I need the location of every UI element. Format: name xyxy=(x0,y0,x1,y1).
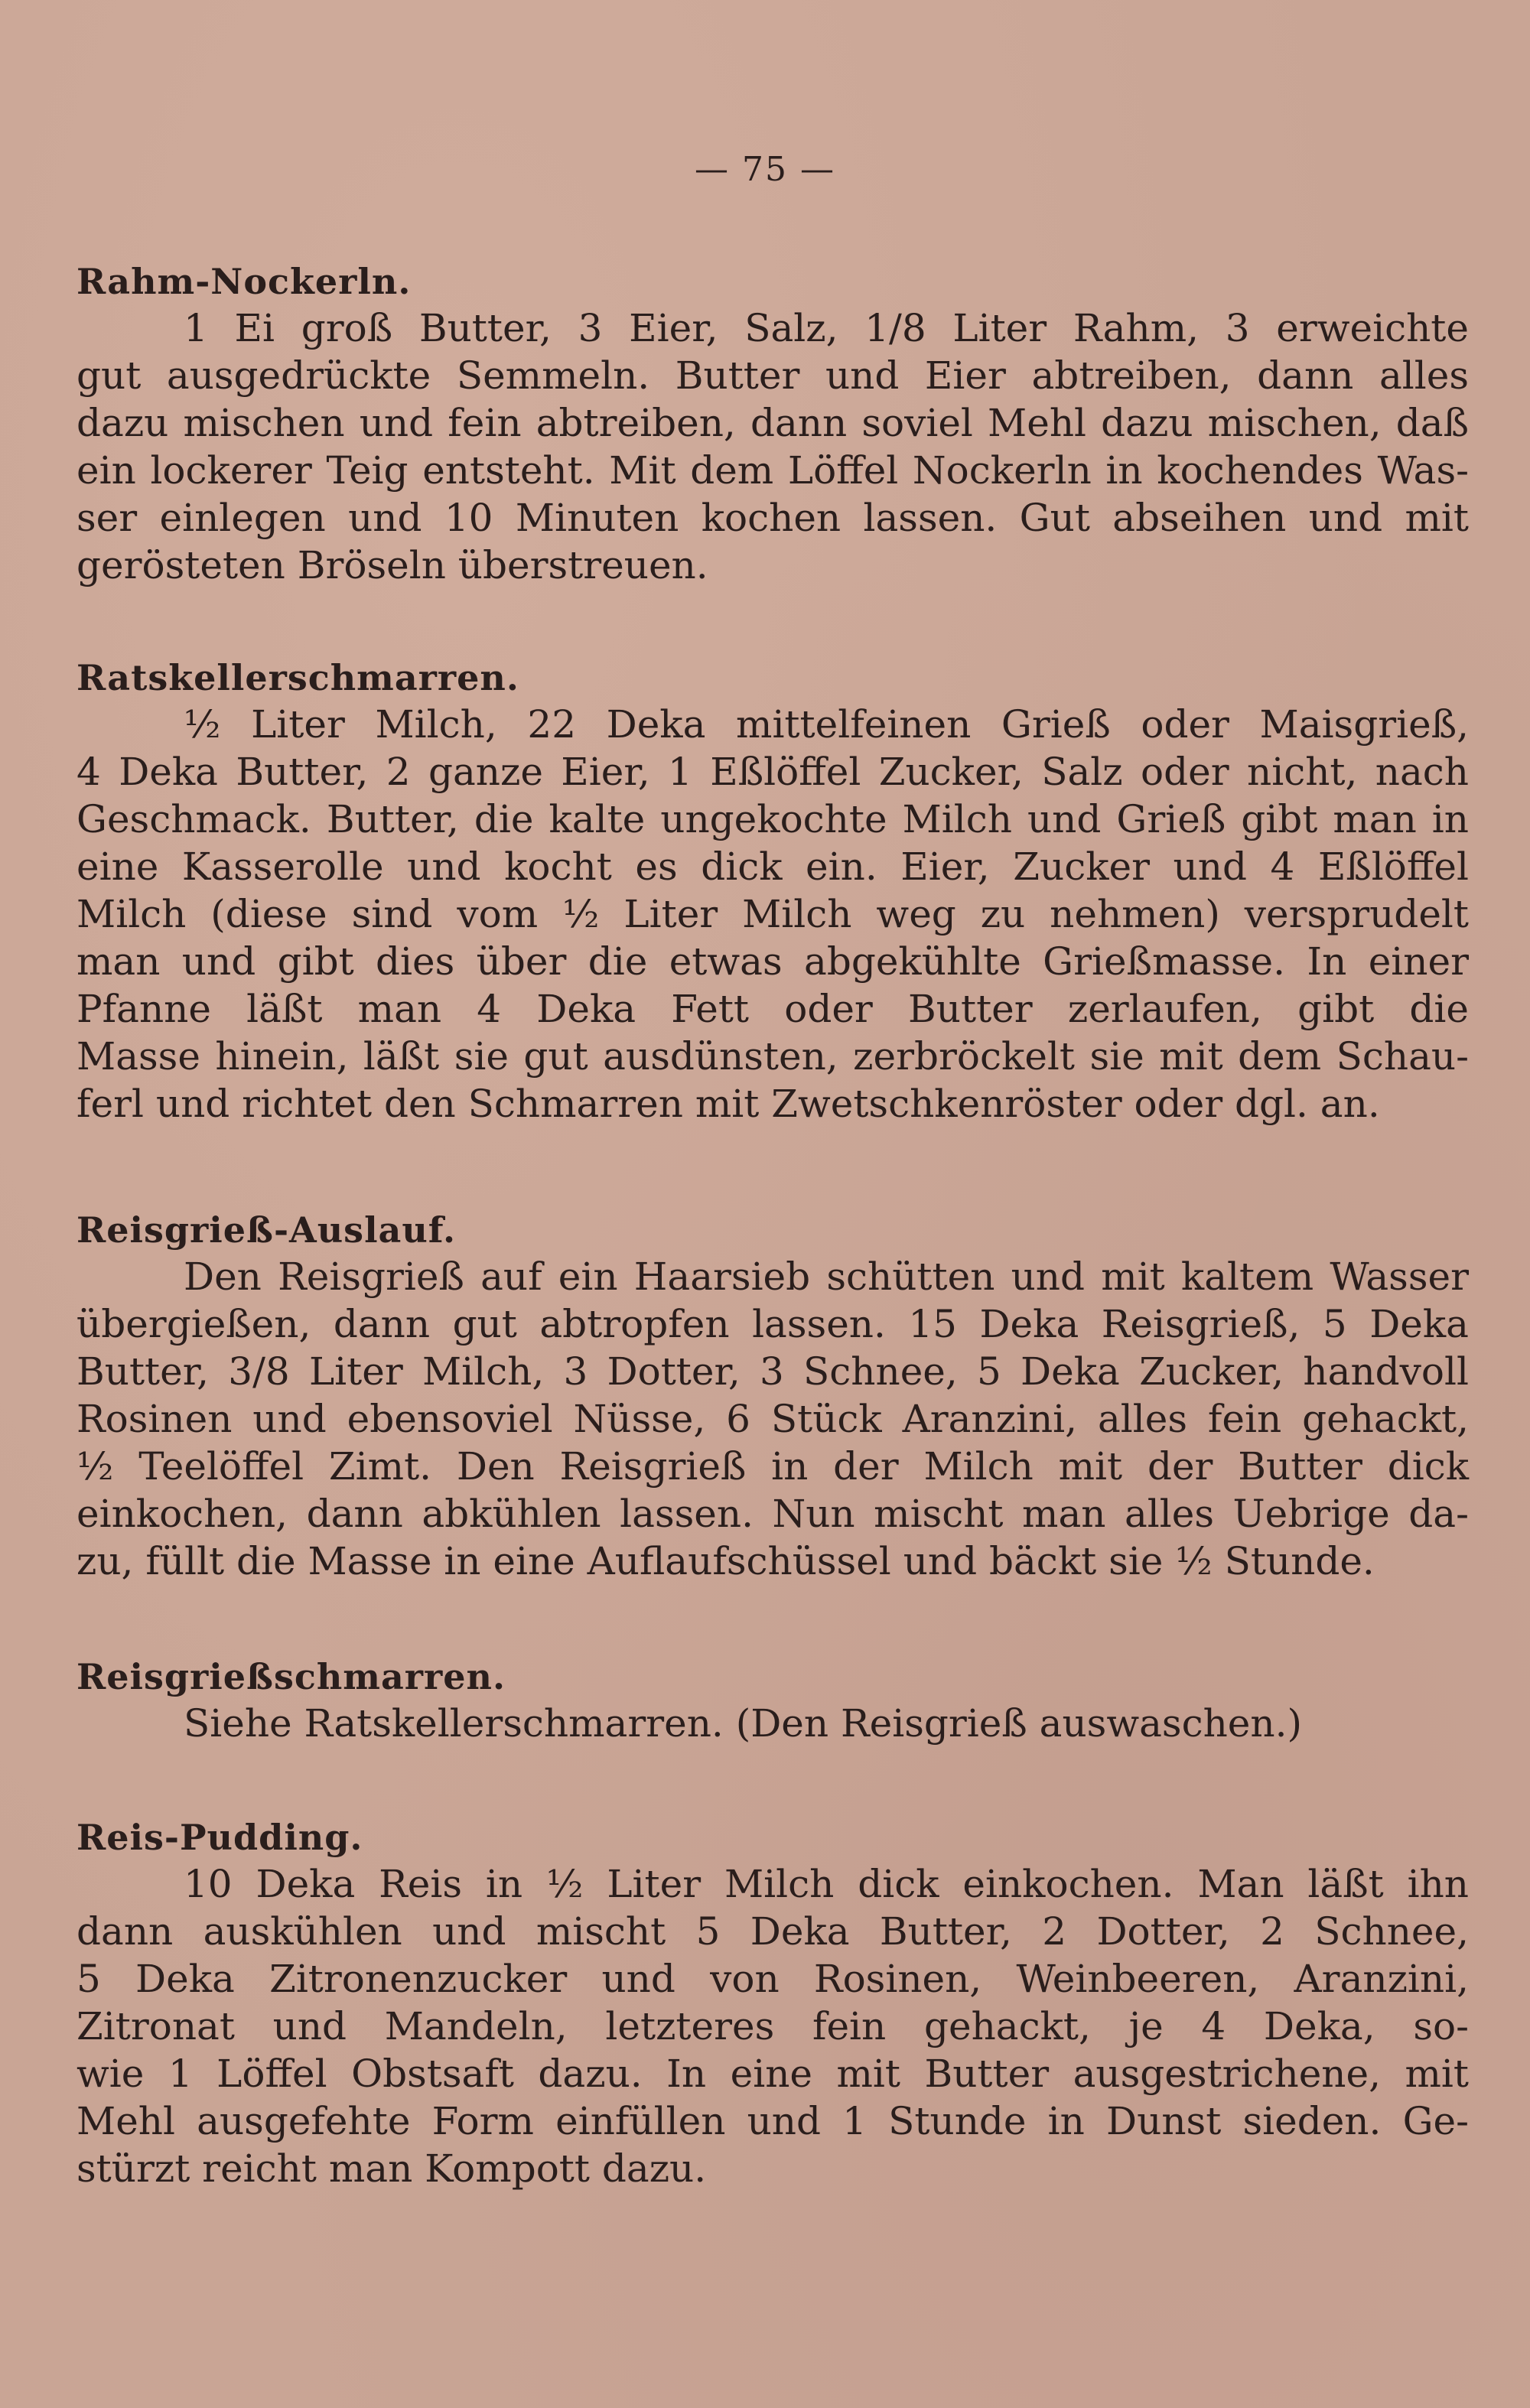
recipe-title: Reisgrießschmarren. xyxy=(76,1656,506,1697)
recipe-text-line: Zitronat und Mandeln, letzteres fein gehackt, je 4 Deka, so- xyxy=(76,2004,1469,2048)
recipe-text-line: ½ Teelöffel Zimt. Den Reisgrieß in der Milch mit der Butter dick xyxy=(76,1444,1469,1489)
recipe-text-line: man und gibt dies über die etwas abgekühlte Grießmasse. In einer xyxy=(76,939,1469,984)
recipe-text-line: dazu mischen und fein abtreiben, dann soviel Mehl dazu mischen, daß xyxy=(76,401,1469,445)
recipe-text-line: übergießen, dann gut abtropfen lassen. 15 Deka Reisgrieß, 5 Deka xyxy=(76,1302,1469,1346)
recipe-text-line: Geschmack. Butter, die kalte ungekochte Milch und Grieß gibt man in xyxy=(76,797,1469,841)
recipe-text-line: stürzt reicht man Kompott dazu. xyxy=(76,2146,707,2191)
recipe-reis-pudding xyxy=(76,1814,1469,2192)
recipe-text-line: ½ Liter Milch, 22 Deka mittelfeinen Grieß oder Maisgrieß, xyxy=(184,702,1469,747)
page-number: — 75 — xyxy=(695,150,835,189)
recipe-text-line: eine Kasserolle und kocht es dick ein. Eier, Zucker und 4 Eßlöffel xyxy=(76,844,1469,889)
recipe-title: Ratskellerschmarren. xyxy=(76,657,519,698)
recipe-text-line: 5 Deka Zitronenzucker und von Rosinen, Weinbeeren, Aranzini, xyxy=(76,1957,1469,2001)
recipe-text-line: gerösteten Bröseln überstreuen. xyxy=(76,543,708,587)
recipe-text-line: 4 Deka Butter, 2 ganze Eier, 1 Eßlöffel Zucker, Salz oder nicht, nach xyxy=(76,750,1469,794)
recipe-text-line: einkochen, dann abkühlen lassen. Nun mischt man alles Uebrige da- xyxy=(76,1492,1469,1536)
recipe-text-line: Milch (diese sind vom ½ Liter Milch weg zu nehmen) versprudelt xyxy=(76,892,1469,936)
recipe-rahm-nockerln xyxy=(76,259,1469,589)
recipe-reisgriess-auslauf xyxy=(76,1207,1469,1585)
recipe-text-line: ferl und richtet den Schmarren mit Zwetschkenröster oder dgl. an. xyxy=(76,1082,1380,1126)
recipe-text-line: gut ausgedrückte Semmeln. Butter und Eier abtreiben, dann alles xyxy=(76,353,1469,398)
recipe-title: Reis-Pudding. xyxy=(76,1817,363,1858)
recipe-title: Rahm-Nockerln. xyxy=(76,261,412,302)
recipe-text-line: ser einlegen und 10 Minuten kochen lassen. Gut abseihen und mit xyxy=(76,496,1469,540)
recipe-ratskellerschmarren xyxy=(76,655,1469,1128)
recipe-text-line: Siehe Ratskellerschmarren. (Den Reisgrieß auswaschen.) xyxy=(184,1701,1302,1746)
recipe-text-line: Pfanne läßt man 4 Deka Fett oder Butter zerlaufen, gibt die xyxy=(76,987,1469,1031)
recipe-text-line: wie 1 Löffel Obstsaft dazu. In eine mit Butter ausgestrichene, mit xyxy=(76,2052,1469,2096)
recipe-text-line: Butter, 3/8 Liter Milch, 3 Dotter, 3 Schnee, 5 Deka Zucker, handvoll xyxy=(76,1349,1469,1394)
recipe-text-line: 10 Deka Reis in ½ Liter Milch dick einkochen. Man läßt ihn xyxy=(184,1862,1469,1906)
recipe-text-line: dann auskühlen und mischt 5 Deka Butter, 2 Dotter, 2 Schnee, xyxy=(76,1909,1469,1954)
recipe-text-line: Den Reisgrieß auf ein Haarsieb schütten und mit kaltem Wasser xyxy=(184,1254,1469,1299)
recipe-text-line: Rosinen und ebensoviel Nüsse, 6 Stück Aranzini, alles fein gehackt, xyxy=(76,1397,1469,1441)
recipe-text-line: Masse hinein, läßt sie gut ausdünsten, zerbröckelt sie mit dem Schau- xyxy=(76,1034,1469,1079)
recipe-reisgriessschmarren xyxy=(76,1654,1469,1747)
recipe-text-line: 1 Ei groß Butter, 3 Eier, Salz, 1/8 Liter Rahm, 3 erweichte xyxy=(184,306,1469,350)
recipe-text-line: zu, füllt die Masse in eine Auflaufschüssel und bäckt sie ½ Stunde. xyxy=(76,1539,1375,1583)
recipe-title: Reisgrieß-Auslauf. xyxy=(76,1209,456,1251)
recipe-text-line: Mehl ausgefehte Form einfüllen und 1 Stunde in Dunst sieden. Ge- xyxy=(76,2099,1469,2143)
recipe-text-line: ein lockerer Teig entsteht. Mit dem Löffel Nockerln in kochendes Was- xyxy=(76,448,1469,493)
